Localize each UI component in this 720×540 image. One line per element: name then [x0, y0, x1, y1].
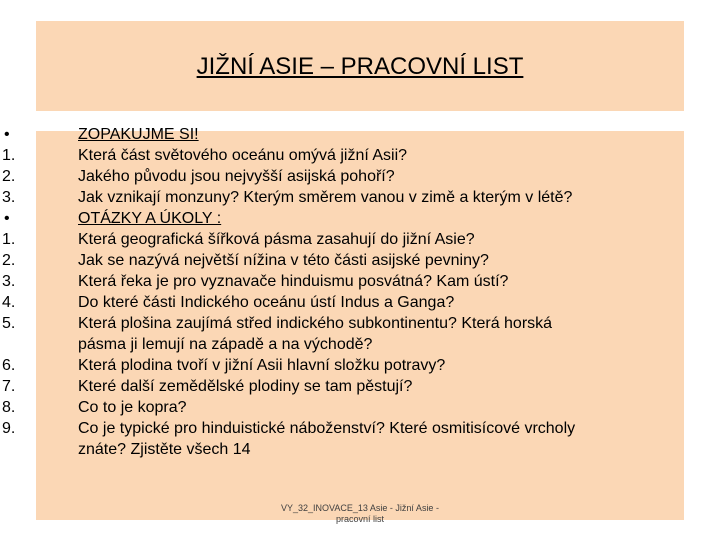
number-marker: 9. — [2, 420, 16, 437]
list-item — [0, 250, 690, 271]
item-text: Která plodina tvoří v jižní Asii hlavní složku potravy? — [78, 357, 446, 374]
bullet-marker: • — [4, 210, 10, 227]
number-marker: 1. — [2, 147, 16, 164]
list-item — [0, 355, 690, 376]
number-marker: 3. — [2, 189, 16, 206]
number-marker: 7. — [2, 378, 16, 395]
number-marker: 3. — [2, 273, 16, 290]
item-text: ZOPAKUJME SI! — [78, 126, 199, 143]
item-text: Co je typické pro hinduistické náboženství? Které osmitisícové vrcholy — [78, 420, 576, 437]
item-text-continuation: pásma ji lemují na západě a na východě? — [78, 336, 373, 353]
section-heading — [0, 208, 690, 229]
list-item — [0, 166, 690, 187]
footer — [260, 503, 460, 525]
item-text: Do které části Indického oceánu ústí Indus a Ganga? — [78, 294, 455, 311]
question-list — [0, 124, 690, 460]
item-text: Která řeka je pro vyznavače hinduismu posvátná? Kam ústí? — [78, 273, 509, 290]
footer-line-2: pracovní list — [335, 514, 385, 524]
item-text: OTÁZKY A ÚKOLY : — [78, 210, 222, 227]
item-text: Jak se nazývá největší nížina v této části asijské pevniny? — [78, 252, 489, 269]
list-item — [0, 397, 690, 418]
item-text: Která geografická šířková pásma zasahují do jižní Asie? — [78, 231, 475, 248]
list-item — [0, 145, 690, 166]
item-text-continuation: znáte? Zjistěte všech 14 — [78, 441, 251, 458]
page-title: JIŽNÍ ASIE – PRACOVNÍ LIST — [196, 53, 524, 80]
item-text: Které další zemědělské plodiny se tam pěstují? — [78, 378, 413, 395]
number-marker: 5. — [2, 315, 16, 332]
list-item — [0, 292, 690, 313]
item-text: Která část světového oceánu omývá jižní Asii? — [78, 147, 408, 164]
number-marker: 8. — [2, 399, 16, 416]
list-item — [0, 313, 690, 334]
list-item — [0, 229, 690, 250]
item-text: Která plošina zaujímá střed indického subkontinentu? Která horská — [78, 315, 553, 332]
number-marker: 4. — [2, 294, 16, 311]
list-item — [0, 271, 690, 292]
list-item — [0, 376, 690, 397]
item-text: Jakého původu jsou nejvyšší asijská pohoří? — [78, 168, 395, 185]
item-text: Co to je kopra? — [78, 399, 187, 416]
list-item — [0, 187, 690, 208]
bullet-marker: • — [4, 126, 10, 143]
number-marker: 1. — [2, 231, 16, 248]
list-item — [0, 418, 690, 439]
number-marker: 2. — [2, 252, 16, 269]
section-heading — [0, 124, 690, 145]
number-marker: 6. — [2, 357, 16, 374]
footer-line-1: VY_32_INOVACE_13 Asie - Jižní Asie - — [281, 503, 439, 513]
item-text: Jak vznikají monzuny? Kterým směrem vanou v zimě a kterým v létě? — [78, 189, 573, 206]
number-marker: 2. — [2, 168, 16, 185]
title-box — [36, 21, 684, 111]
